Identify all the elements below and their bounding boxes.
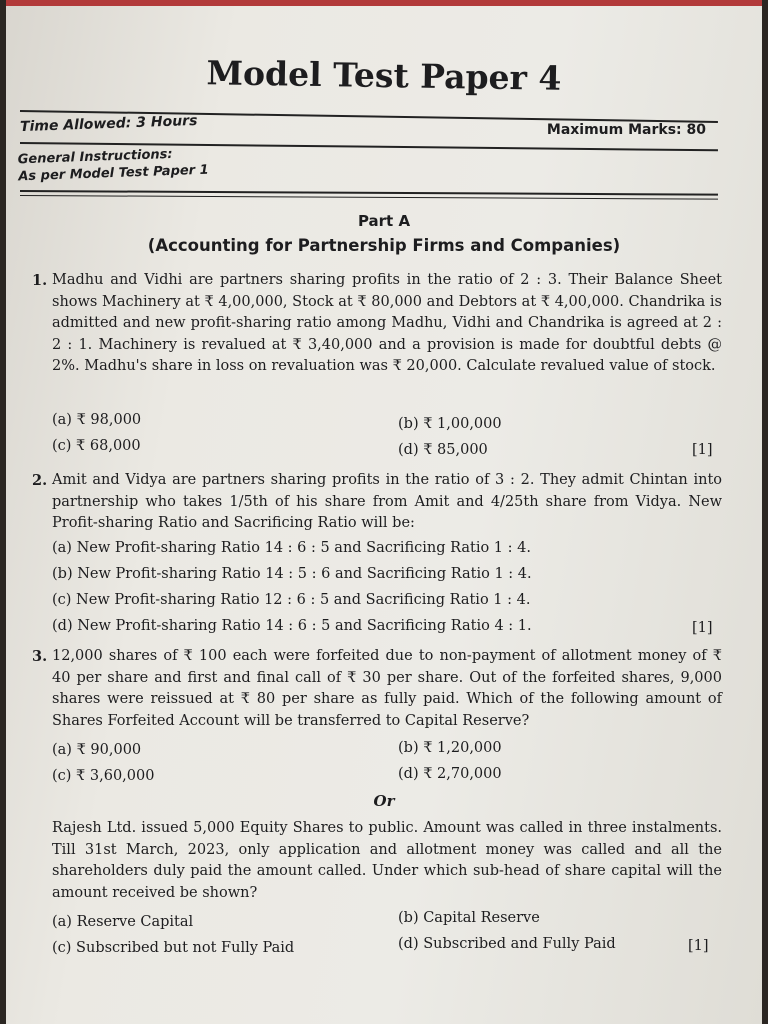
maximum-marks: Maximum Marks: 80 <box>546 122 706 138</box>
question-number: 2. <box>32 472 48 489</box>
question-text: Madhu and Vidhi are partners sharing profits in the ratio of 2 : 3. Their Balance Sheet shows Machinery at ₹ 4,00,000, Stock at ₹ 80,000 and Debtors at ₹ 4,00,000. Chandrika is admitted and new profit-sharing ratio among Madhu, Vidhi and Chandrika is agreed at 2 : 2 : 1. Machinery is revalued at ₹ 3,40,000 and a provision is made for doubtful debts @ 2%. Madhu's share in loss on revaluation was ₹ 20,000. Calculate revalued value of stock. <box>52 272 722 374</box>
question-1 <box>32 270 722 378</box>
question-number: 1. <box>32 272 48 289</box>
q2-marks: [1] <box>692 620 713 636</box>
question-3 <box>32 646 722 732</box>
or-label: Or <box>373 792 395 810</box>
instructions-rule-2 <box>20 195 718 200</box>
general-instructions-heading: General Instructions: <box>17 146 173 168</box>
general-instructions-note: As per Model Test Paper 1 <box>18 162 209 185</box>
q3-alt-option-a: (a) Reserve Capital <box>52 914 194 930</box>
question-2 <box>32 470 722 535</box>
q3-marks: [1] <box>688 938 709 954</box>
q1-option-d: (d) ₹ 85,000 <box>398 442 488 458</box>
time-allowed: Time Allowed: 3 Hours <box>19 112 198 136</box>
q1-marks: [1] <box>692 442 713 458</box>
general-instructions <box>17 145 208 186</box>
q2-option-b: (b) New Profit-sharing Ratio 14 : 5 : 6 and Sacrificing Ratio 1 : 4. <box>52 566 532 582</box>
q2-option-a: (a) New Profit-sharing Ratio 14 : 6 : 5 and Sacrificing Ratio 1 : 4. <box>52 540 531 556</box>
q3-option-a: (a) ₹ 90,000 <box>52 742 142 758</box>
question-text: 12,000 shares of ₹ 100 each were forfeited due to non-payment of allotment money of ₹ 40 per share and first and final call of ₹ 30 per share. Out of the forfeited shares, 9,000 shares were reissued at ₹ 80 per share as fully paid. Which of the following amount of Shares Forfeited Account will be transferred to Capital Reserve? <box>52 648 722 729</box>
q1-option-c: (c) ₹ 68,000 <box>52 438 141 454</box>
q3-alt-option-b: (b) Capital Reserve <box>398 910 540 926</box>
q1-option-b: (b) ₹ 1,00,000 <box>398 416 502 432</box>
part-subheading: (Accounting for Partnership Firms and Companies) <box>147 236 621 255</box>
page-top-edge <box>6 0 762 6</box>
part-heading: Part A <box>357 212 411 230</box>
q3-option-d: (d) ₹ 2,70,000 <box>398 766 502 782</box>
q3-alt-option-d: (d) Subscribed and Fully Paid <box>398 936 616 952</box>
alternative-text: Rajesh Ltd. issued 5,000 Equity Shares to public. Amount was called in three instalments. Till 31st March, 2023, only application and allotment money was called and all the shareholders duly paid the amount called. Under which sub-head of share capital will the amount received be shown? <box>52 820 722 901</box>
question-3-alternative <box>32 818 722 904</box>
question-text: Amit and Vidya are partners sharing profits in the ratio of 3 : 2. They admit Chintan into partnership who takes 1/5th of his share from Amit and 4/25th share from Vidya. New Profit-sharing Ratio and Sacrificing Ratio will be: <box>52 472 722 531</box>
q2-option-c: (c) New Profit-sharing Ratio 12 : 6 : 5 and Sacrificing Ratio 1 : 4. <box>52 592 531 608</box>
q3-option-c: (c) ₹ 3,60,000 <box>52 768 155 784</box>
question-number: 3. <box>32 648 48 665</box>
page-title: Model Test Paper 4 <box>206 53 562 98</box>
q3-alt-option-c: (c) Subscribed but not Fully Paid <box>52 940 295 956</box>
q3-option-b: (b) ₹ 1,20,000 <box>398 740 502 756</box>
textbook-page <box>6 0 762 1024</box>
q1-option-a: (a) ₹ 98,000 <box>52 412 142 428</box>
q2-option-d: (d) New Profit-sharing Ratio 14 : 6 : 5 and Sacrificing Ratio 4 : 1. <box>52 618 532 634</box>
